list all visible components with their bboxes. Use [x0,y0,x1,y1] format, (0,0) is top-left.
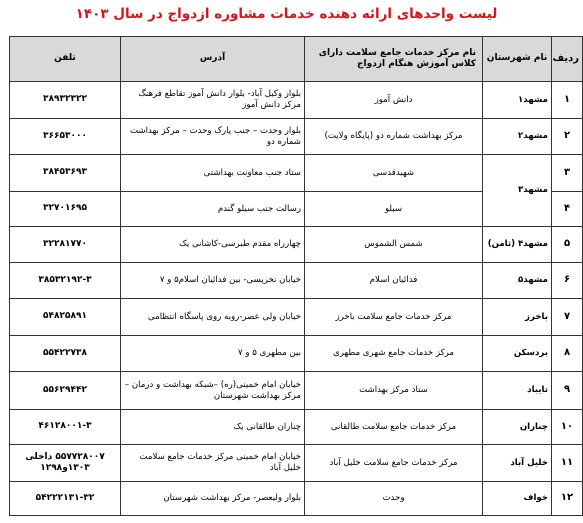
row-phone [10,336,121,372]
row-city: مشهد۵ [483,263,552,299]
row-center: مرکز خدمات جامع شهری مطهری [305,336,483,372]
phone-text: ۵۴۲۲۲۱۳۱-۳۲ [35,492,95,503]
table-row [10,263,583,299]
row-city: خلیل آباد [483,445,552,482]
row-address: بلوار وحدت – جنب پارک وحدت – مرکز بهداشت شماره دو [121,119,305,155]
row-city: بردسکن [483,336,552,372]
row-num: ۱۲ [552,482,583,516]
row-address: خیابان نخریسی- بین فدائیان اسلام۵ و ۷ [121,263,305,299]
table-row [10,410,583,445]
phone-text: ۳۲۲۸۱۷۷۰ [43,238,87,249]
row-address: خیابان امام خمینی مرکز خدمات جامع سلامت خلیل آباد [121,445,305,482]
row-address: چناران طالقانی یک [121,410,305,445]
header-city: نام شهرستان [483,37,552,82]
row-center: وحدت [305,482,483,516]
row-center: فدائیان اسلام [305,263,483,299]
row-phone [10,82,121,119]
row-num: ۶ [552,263,583,299]
phone-text: ۳۸۹۳۲۳۲۲ [43,94,87,105]
row-address: خیابان ولی عصر-روبه روی پاسگاه انتظامی [121,299,305,336]
row-address: چهارراه مقدم طبرسی-کاشانی یک [121,227,305,263]
row-city: مشهد۱ [483,82,552,119]
phone-text: ۳۲۷۰۱۶۹۵ [43,203,87,214]
row-phone [10,155,121,192]
header-num: ردیف [552,37,583,82]
phone-text: ۳۸۴۵۳۶۹۳ [43,167,87,178]
row-center: شهیدقدسی [305,155,483,192]
table-row [10,445,583,482]
phone-text: ۵۴۸۲۵۸۹۱ [43,311,87,322]
row-num: ۳ [552,155,583,192]
page-title: لیست واحدهای ارائه دهنده خدمات مشاوره ازدواج در سال ۱۴۰۳ [75,6,498,22]
row-num: ۱۱ [552,445,583,482]
row-num: ۷ [552,299,583,336]
row-center: مرکز خدمات جامع سلامت طالقانی [305,410,483,445]
row-city: تایباد [483,372,552,410]
row-num: ۴ [552,192,583,227]
phone-text: ۳۸۵۳۲۱۹۲-۳ [38,274,92,285]
row-address: خیابان امام خمینی(ره) –شبکه بهداشت و درمان –مرکز بهداشت شهرستان [121,372,305,410]
phone-text: ۵۵۶۲۹۴۴۲ [43,384,87,395]
row-address: بین مطهری ۵ و ۷ [121,336,305,372]
row-address: بلوار ولیعصر- مرکز بهداشت شهرستان [121,482,305,516]
row-phone [10,119,121,155]
row-phone [10,192,121,227]
table-row [10,299,583,336]
row-phone [10,372,121,410]
table-row [10,82,583,119]
phone-text: ۴۶۱۲۸۰۰۱-۳ [38,421,92,432]
header-center: نام مرکز خدمات جامع سلامت دارای کلاس آموزش هنگام ازدواج [305,37,483,82]
row-num: ۲ [552,119,583,155]
row-phone [10,299,121,336]
row-num: ۱ [552,82,583,119]
row-city: چناران [483,410,552,445]
row-city: مشهد۴ (ثامن) [483,227,552,263]
row-center: سیلو [305,192,483,227]
table-row [10,482,583,516]
phone-text: ۳۶۶۵۳۰۰۰ [43,130,87,141]
row-center: ستاد مرکز بهداشت [305,372,483,410]
header-address: آدرس [121,37,305,82]
row-center: مرکز خدمات جامع سلامت باخرز [305,299,483,336]
table-row [10,119,583,155]
row-city: مشهد۳ [483,155,552,227]
row-city: باخرز [483,299,552,336]
row-num: ۹ [552,372,583,410]
row-phone [10,410,121,445]
row-phone [10,445,121,482]
table-header-row [10,37,583,82]
row-phone [10,482,121,516]
header-phone: تلفن [10,37,121,82]
row-center: مرکز بهداشت شماره دو (پایگاه ولایت) [305,119,483,155]
row-center: مرکز خدمات جامع سلامت خلیل آباد [305,445,483,482]
row-num: ۵ [552,227,583,263]
row-address: بلوار وکیل آباد- بلوار دانش آموز تقاطع فرهنگ مرکز دانش آموز [121,82,305,119]
table-row [10,227,583,263]
row-center: شمس الشموس [305,227,483,263]
row-address: رسالت جنب سیلو گندم [121,192,305,227]
table-row [10,372,583,410]
units-table [9,36,583,516]
row-city: مشهد۲ [483,119,552,155]
row-phone [10,263,121,299]
table-row [10,155,583,192]
phone-text: ۵۵۷۷۲۸۰۰۷ داخلی ۱۳۰۳و۱۲۹۸ [25,451,105,473]
row-center: دانش آموز [305,82,483,119]
row-address: ستاد جنب معاونت بهداشتی [121,155,305,192]
phone-text: ۵۵۴۲۲۷۳۸ [43,347,87,358]
row-city: خواف [483,482,552,516]
row-num: ۱۰ [552,410,583,445]
table-row [10,336,583,372]
row-num: ۸ [552,336,583,372]
row-phone [10,227,121,263]
